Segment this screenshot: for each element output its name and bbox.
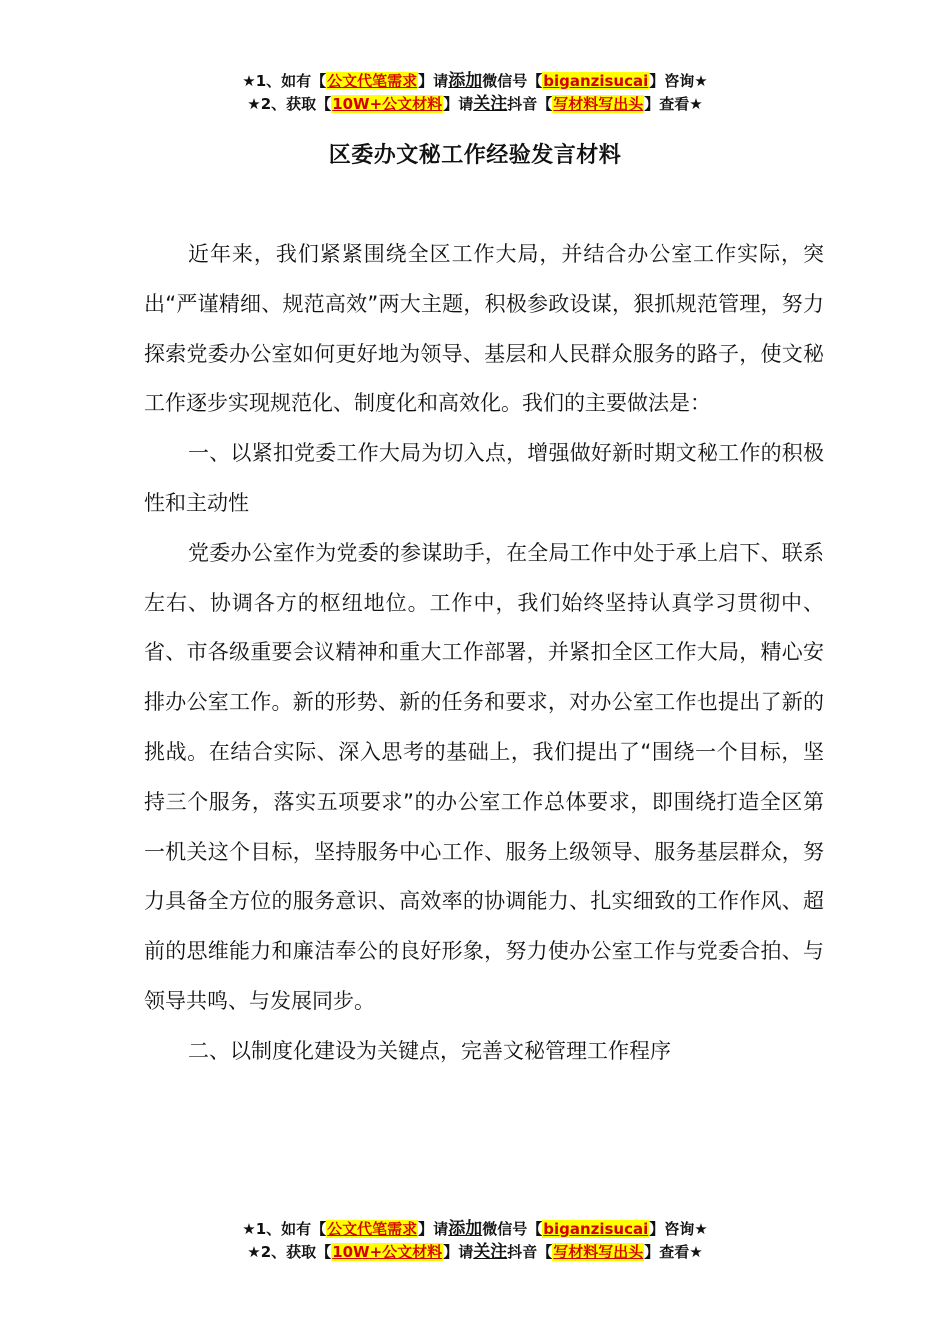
banner-emphasis: 关注: [473, 1242, 508, 1262]
bottom-banner: [0, 1218, 950, 1264]
banner-text: 】查看★: [644, 95, 703, 113]
banner-line-1: [0, 1218, 950, 1241]
banner-text: ★1、如有【: [242, 1220, 327, 1238]
banner-highlight: 公文代笔需求: [327, 1220, 418, 1238]
banner-text: 抖音【: [507, 1243, 553, 1261]
banner-text: ★2、获取【: [247, 1243, 332, 1261]
document-title: 区委办文秘工作经验发言材料: [328, 143, 622, 168]
banner-highlight: 10W+公文材料: [332, 95, 443, 113]
banner-highlight: biganzisucai: [543, 1220, 649, 1238]
banner-line-2: [0, 93, 950, 116]
banner-text: 抖音【: [507, 95, 553, 113]
banner-highlight: 写材料写出头: [553, 1243, 644, 1261]
banner-text: 微信号【: [482, 72, 543, 90]
banner-highlight: 公文代笔需求: [327, 72, 418, 90]
top-banner: [0, 70, 950, 116]
paragraph-section-1: 党委办公室作为党委的参谋助手，在全局工作中处于承上启下、联系左右、协调各方的枢纽地位。工作中，我们始终坚持认真学习贯彻中、省、市各级重要会议精神和重大工作部署，并紧扣全区工作大局，精心安排办公室工作。新的形势、新的任务和要求，对办公室工作也提出了新的挑战。在结合实际、深入思考的基础上，我们提出了“围绕一个目标，坚持三个服务，落实五项要求”的办公室工作总体要求，即围绕打造全区第一机关这个目标，坚持服务中心工作、服务上级领导、服务基层群众，努力具备全方位的服务意识、高效率的协调能力、扎实细致的工作作风、超前的思维能力和廉洁奉公的良好形象，努力使办公室工作与党委合拍、与领导共鸣、与发展同步。: [144, 540, 824, 1013]
banner-emphasis: 添加: [448, 1219, 483, 1239]
banner-text: 】查看★: [644, 1243, 703, 1261]
heading-section-1: 一、以紧扣党委工作大局为切入点，增强做好新时期文秘工作的积极性和主动性: [144, 441, 824, 515]
banner-line-1: [0, 70, 950, 93]
banner-text: 】请: [418, 72, 449, 90]
banner-text: 】请: [418, 1220, 449, 1238]
banner-text: ★1、如有【: [242, 72, 327, 90]
banner-emphasis: 添加: [448, 71, 483, 91]
banner-text: 】请: [443, 1243, 474, 1261]
banner-text: 微信号【: [482, 1220, 543, 1238]
banner-text: 】请: [443, 95, 474, 113]
banner-highlight: biganzisucai: [543, 72, 649, 90]
banner-text: ★2、获取【: [247, 95, 332, 113]
document-body: [144, 230, 824, 1077]
banner-highlight: 写材料写出头: [553, 95, 644, 113]
paragraph-intro: 近年来，我们紧紧围绕全区工作大局，并结合办公室工作实际，突出“严谨精细、规范高效”两大主题，积极参政设谋，狠抓规范管理，努力探索党委办公室如何更好地为领导、基层和人民群众服务的路子，使文秘工作逐步实现规范化、制度化和高效化。我们的主要做法是：: [144, 242, 824, 416]
banner-highlight: 10W+公文材料: [332, 1243, 443, 1261]
banner-emphasis: 关注: [473, 94, 508, 114]
banner-text: 】咨询★: [649, 1220, 708, 1238]
heading-section-2: 二、以制度化建设为关键点，完善文秘管理工作程序: [188, 1038, 671, 1063]
banner-line-2: [0, 1241, 950, 1264]
banner-text: 】咨询★: [649, 72, 708, 90]
